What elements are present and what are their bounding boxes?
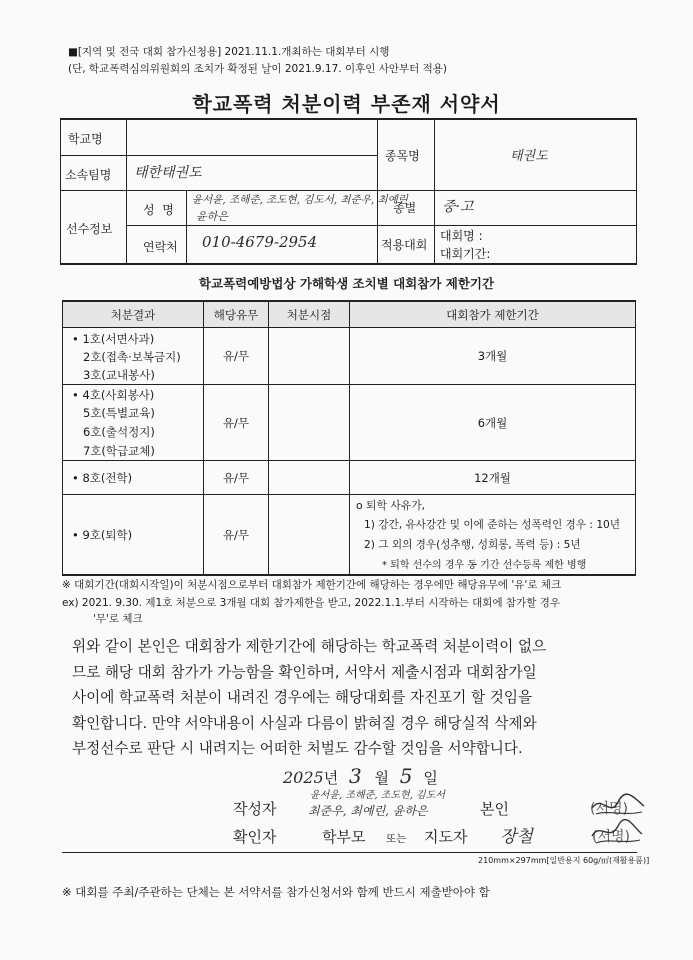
date-day-unit: 일 <box>423 769 438 787</box>
name-label: 성 명 <box>143 203 174 217</box>
contact-label: 연락처 <box>143 240 178 254</box>
name-value-line-1: 윤서윤, 조해준, 조도현, 김도서, 최준우, 최예린 <box>192 194 408 206</box>
competition-name-label: 대회명 : <box>440 229 483 243</box>
pledge-paragraph <box>72 634 642 762</box>
date-year-unit: 년 <box>323 769 339 787</box>
group1-choice: 유/무 <box>222 349 250 363</box>
group4-item: • 9호(퇴학) <box>72 528 133 542</box>
group1-item-1: • 1호(서면사과) <box>72 332 155 346</box>
athlete-info-label: 선수정보 <box>66 222 113 236</box>
group4-reason-2: 2) 그 외의 경우(성추행, 성희롱, 폭력 등) : 5년 <box>364 539 581 551</box>
name-value-line-2: 윤하은 <box>196 210 228 223</box>
class-value: 중·고 <box>442 199 474 215</box>
footer-note: ※ 대회를 주최/주관하는 단체는 본 서약서를 참가신청서와 함께 반드시 제출받아야 함 <box>62 885 490 899</box>
competition-label: 적용대회 <box>381 238 428 252</box>
header-result: 처분결과 <box>110 308 156 322</box>
group3-choice: 유/무 <box>222 471 250 485</box>
group1-item-3: 3호(교내봉사) <box>83 368 155 382</box>
document-title: 학교폭력 처분이력 부존재 서약서 <box>192 92 501 116</box>
confirmer-label: 확인자 <box>233 828 277 846</box>
date-line <box>283 764 438 788</box>
team-value: 태한태권도 <box>134 165 202 181</box>
pledge-line-2: 므로 해당 대회 참가가 가능함을 확인하며, 서약서 제출시점과 대회참가일 <box>72 663 537 681</box>
pledge-line-3: 사이에 학교폭력 처분이 내려진 경우에는 해당대회를 자진포기 할 것임을 <box>72 689 533 707</box>
competition-period-label: 대회기간: <box>440 247 491 261</box>
header-line-1: ■[지역 및 전국 대회 참가신청용] 2021.11.1.개최하는 대회부터 시행 <box>68 46 390 58</box>
writer-label: 작성자 <box>233 800 277 818</box>
group4-reason-1: 1) 강간, 유사강간 및 이에 준하는 성폭력인 경우 : 10년 <box>364 519 621 531</box>
note-3: '무'로 체크 <box>93 613 143 625</box>
or-label: 또는 <box>386 833 407 845</box>
self-label: 본인 <box>480 800 509 818</box>
event-label: 종목명 <box>385 149 420 163</box>
group2-item-3: 6호(출석정지) <box>83 425 155 439</box>
contact-value: 010-4679-2954 <box>202 233 318 251</box>
writer-names-1: 윤서윤, 조해준, 조도현, 김도서 <box>310 790 445 801</box>
date-month: 3 <box>349 764 362 788</box>
pledge-line-5: 부정선수로 판단 시 내려지는 어떠한 처벌도 감수할 것임을 서약합니다. <box>72 740 523 758</box>
group4-choice: 유/무 <box>222 528 250 542</box>
date-year: 2025 <box>283 768 324 787</box>
group1-item-2: 2호(접촉·보복금지) <box>83 350 181 364</box>
parent-label: 학부모 <box>322 828 366 846</box>
sign-placeholder-1: (서명) <box>590 801 628 817</box>
class-label: 종별 <box>393 201 417 215</box>
coach-signature-scribble <box>586 816 646 848</box>
writer-names-2: 최준우, 최예린, 윤하은 <box>308 804 428 818</box>
paper-spec: 210mm×297mm[일반용지 60g/㎡(재활용품)] <box>478 856 650 865</box>
event-value: 태권도 <box>510 149 548 164</box>
pledge-line-4: 확인합니다. 만약 서약내용이 사실과 다름이 밝혀질 경우 해당실적 삭제와 <box>72 714 537 732</box>
group3-period: 12개월 <box>474 471 511 485</box>
group2-item-4: 7호(학급교체) <box>83 444 155 458</box>
group2-period: 6개월 <box>477 416 508 430</box>
header-time: 처분시점 <box>286 308 332 322</box>
note-1: ※ 대회기간(대회시작일)이 처분시점으로부터 대회참가 제한기간에 해당하는 경우에만 해당유무에 '유'로 체크 <box>62 579 562 591</box>
date-month-unit: 월 <box>374 769 390 787</box>
group3-item: • 8호(전학) <box>72 471 133 485</box>
date-day: 5 <box>399 764 413 788</box>
note-2: ex) 2021. 9.30. 제1호 처분으로 3개월 대회 참가제한을 받고, 2022.1.1.부터 시작하는 대회에 참가할 경우 <box>62 597 560 609</box>
group4-reason-heading: o 퇴학 사유가, <box>356 499 426 512</box>
restriction-title: 학교폭력예방법상 가해학생 조치별 대회참가 제한기간 <box>198 276 495 291</box>
group2-choice: 유/무 <box>222 416 250 430</box>
school-label: 학교명 <box>68 132 103 146</box>
header-period: 대회참가 제한기간 <box>446 308 539 322</box>
pledge-line-1: 위와 같이 본인은 대회참가 제한기간에 해당하는 학교폭력 처분이력이 없으 <box>72 638 547 655</box>
coach-name: 장철 <box>500 827 533 847</box>
group2-item-2: 5호(특별교육) <box>83 406 155 420</box>
coach-label: 지도자 <box>424 828 468 846</box>
header-applicable: 해당유무 <box>213 308 259 322</box>
group2-item-1: • 4호(사회봉사) <box>72 388 155 402</box>
team-label: 소속팀명 <box>65 168 112 182</box>
header-line-2: (단, 학교폭력심의위원회의 조치가 확정된 날이 2021.9.17. 이후인 사안부터 적용) <box>68 63 448 75</box>
group1-period: 3개월 <box>477 349 508 363</box>
group4-reason-note: * 퇴학 선수의 경우 동 기간 선수등록 제한 병행 <box>382 560 587 571</box>
sign-placeholder-2: (서명) <box>592 829 630 845</box>
